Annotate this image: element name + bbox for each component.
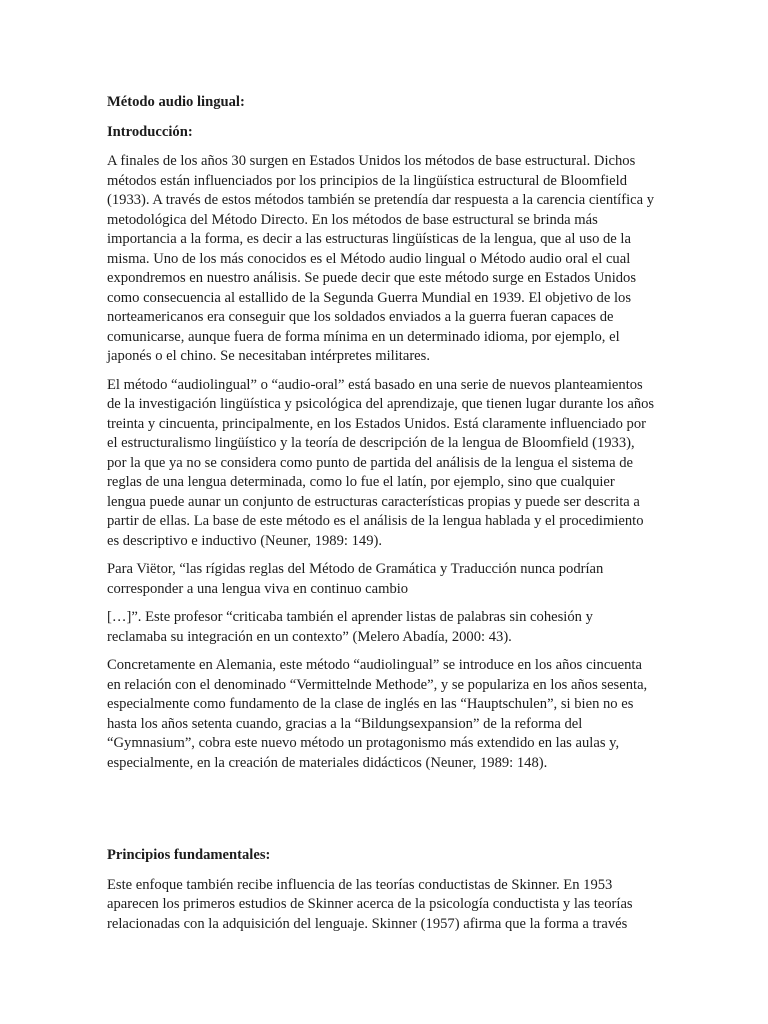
principles-paragraph: Este enfoque también recibe influencia de las teorías conductistas de Skinner. En 1953 aparecen los primeros estudios de Skinner acerca de la psicología conductista y las teorías relacionadas con la adquisición del lenguaje. Skinner (1957) afirma que la forma a través: [107, 876, 633, 932]
paragraph: Para Viëtor, “las rígidas reglas del Método de Gramática y Traducción nunca podrían corresponder a una lengua viva en continuo cambio: [107, 561, 604, 597]
document-page: [107, 93, 655, 943]
paragraph: El método “audiolingual” o “audio-oral” está basado en una serie de nuevos planteamientos de la investigación lingüística y psicológica del aprendizaje, que tienen lugar durante los años treinta y cincuenta, principalmente, en los Estados Unidos. Está claramente influenciado por el estructuralismo lingüístico y la teoría de descripción de la lengua de Bloomfield (1933), por la que ya no se considera como punto de partida del análisis de la lengua el sistema de reglas de una lengua determinada, como lo fue el latín, por ejemplo, sino que cualquier lengua puede aunar un conjunto de estructuras características propias y puede ser descrita a partir de ellas. La base de este método es el análisis de la lengua hablada y el procedimiento es descriptivo e inductivo (Neuner, 1989: 149).: [107, 376, 655, 549]
paragraph: A finales de los años 30 surgen en Estados Unidos los métodos de base estructural. Dichos métodos están influenciados por los principios de la lingüística estructural de Bloomfield (1933). A través de estos métodos también se pretendía dar respuesta a la carencia científica y metodológica del Método Directo. En los métodos de base estructural se brinda más importancia a la forma, es decir a las estructuras lingüísticas de la lengua, que al uso de la misma. Uno de los más conocidos es el Método audio lingual o Método audio oral el cual expondremos en nuestro análisis. Se puede decir que este método surge en Estados Unidos como consecuencia al estallido de la Segunda Guerra Mundial en 1939. El objetivo de los norteamericanos era conseguir que los soldados enviados a la guerra fueran capaces de comunicarse, aunque fuera de forma mínima en un determinado idioma, por ejemplo, el japonés o el chino. Se necesitaban intérpretes militares.: [107, 153, 655, 364]
section-spacer: [107, 782, 655, 846]
paragraph: Concretamente en Alemania, este método “audiolingual” se introduce en los años cincuenta en relación con el denominado “Vermittelnde Methode”, y se populariza en los años sesenta, especialmente como fundamento de la clase de inglés en las “Hauptschulen”, si bien no es hasta los años setenta cuando, gracias a la “Bildungsexpansion” de la reforma del “Gymnasium”, cobra este nuevo método un protagonismo más extendido en las aulas y, especialmente, en la creación de materiales didácticos (Neuner, 1989: 148).: [107, 657, 648, 771]
paragraph: […]”. Este profesor “criticaba también el aprender listas de palabras sin cohesión y reclamaba su integración en un contexto” (Melero Abadía, 2000: 43).: [107, 609, 593, 645]
intro-heading: Introducción:: [107, 123, 193, 140]
document-title: Método audio lingual:: [107, 94, 245, 110]
principles-heading: Principios fundamentales:: [107, 847, 271, 863]
